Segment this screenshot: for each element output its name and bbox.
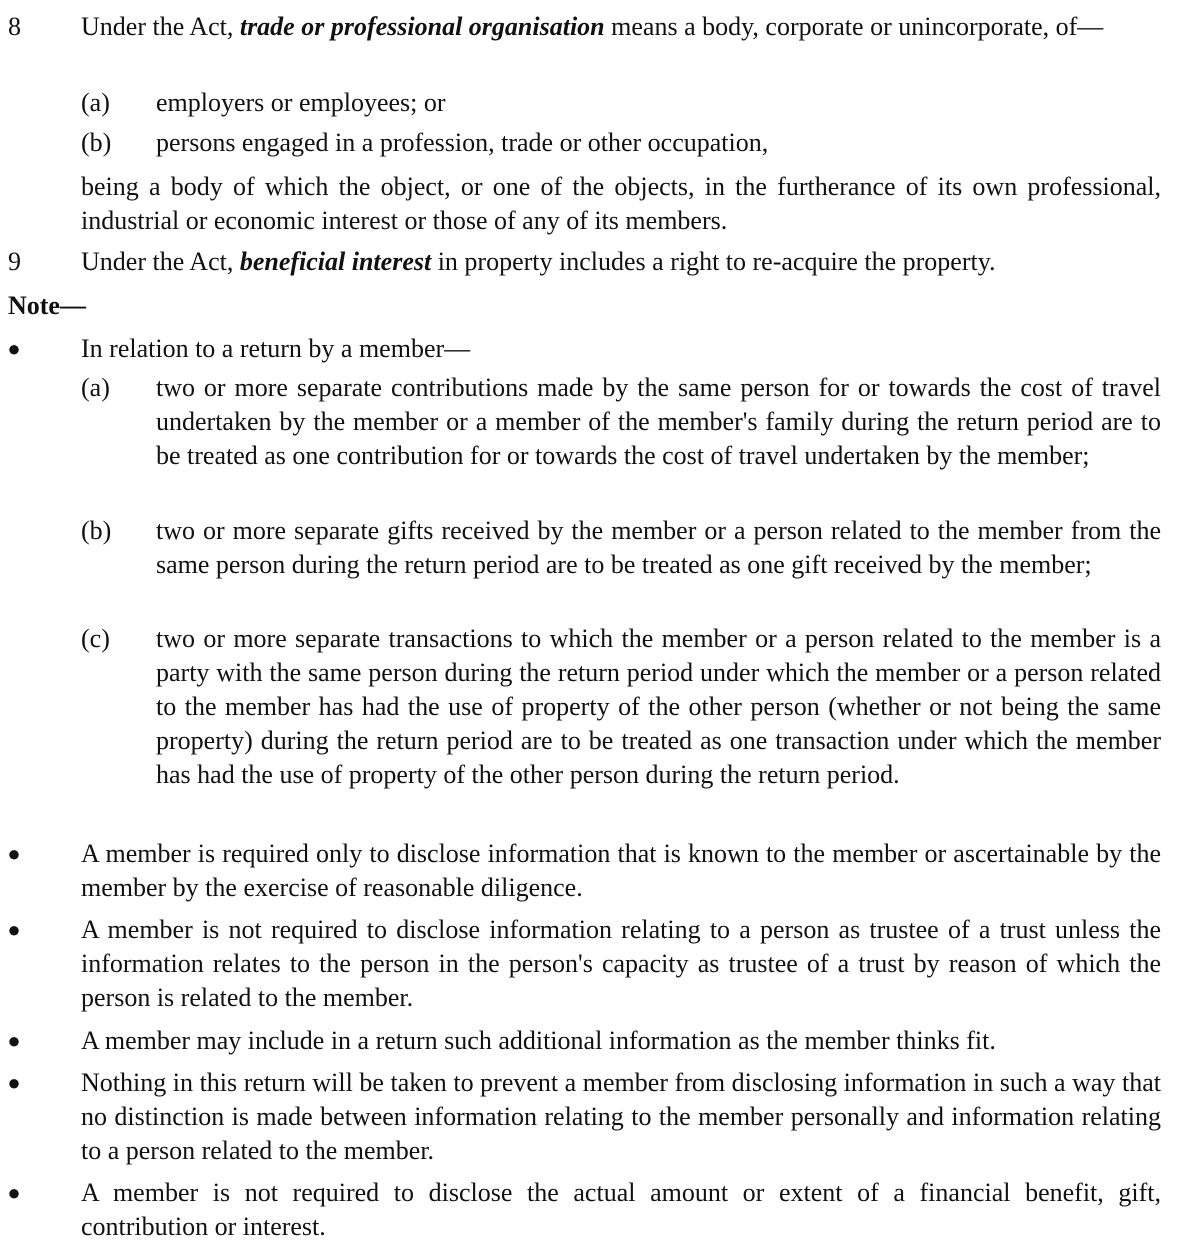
item-text: two or more separate contributions made by the same person for or towards the cost of travel undertaken by the member or a member of the member's family during the return period are to be treated as one contribution for or towards the cost of travel undertaken by the member; — [156, 373, 1161, 470]
bullet-text: A member is required only to disclose information that is known to the member or ascertainable by the member by the exercise of reasonable diligence. — [81, 839, 1161, 902]
definition-lead: Under the Act, — [81, 247, 240, 276]
bullet-icon: ● — [7, 917, 21, 942]
definition-lead: Under the Act, — [81, 12, 240, 41]
section-number: 8 — [8, 12, 21, 41]
section-number: 9 — [8, 247, 21, 276]
item-text: employers or employees; or — [156, 88, 446, 117]
note-heading: Note— — [8, 291, 86, 320]
bullet-icon: ● — [7, 841, 21, 866]
item-text: persons engaged in a profession, trade or other occupation, — [156, 128, 769, 157]
item-label: (c) — [81, 624, 110, 653]
item-text: two or more separate transactions to which the member or a person related to the member is a party with the same person during the return period under which the member or a person related to the member has had the use of property of the other person (whether or not being the same property) during the return period are to be treated as one transaction under which the member has had the use of property of the other person during the return period. — [156, 624, 1161, 789]
bullet-text: Nothing in this return will be taken to prevent a member from disclosing information in such a way that no distinction is made between information relating to the member personally and information relating to a person related to the member. — [81, 1068, 1161, 1165]
item-label: (a) — [81, 373, 110, 402]
item-label: (a) — [81, 88, 110, 117]
bullet-icon: ● — [7, 1028, 21, 1053]
definition-tail: means a body, corporate or unincorporate, of— — [604, 12, 1104, 41]
bullet-text: A member may include in a return such additional information as the member thinks fit. — [81, 1026, 996, 1055]
definition-tail: in property includes a right to re-acquire the property. — [431, 247, 996, 276]
section-8-definition — [81, 10, 1161, 44]
bullet-text: In relation to a return by a member— — [81, 334, 471, 363]
item-label: (b) — [81, 128, 112, 157]
trailing-text: being a body of which the object, or one of the objects, in the furtherance of its own professional, industrial or economic interest or those of any of its members. — [81, 172, 1161, 235]
defined-term: trade or professional organisation — [239, 12, 605, 41]
bullet-icon: ● — [7, 1070, 21, 1095]
section-9-definition — [81, 245, 1161, 279]
item-label: (b) — [81, 516, 112, 545]
bullet-icon: ● — [7, 1180, 21, 1205]
bullet-icon: ● — [7, 336, 21, 361]
item-text: two or more separate gifts received by the member or a person related to the member from the same person during the return period are to be treated as one gift received by the member; — [156, 516, 1161, 579]
bullet-text: A member is not required to disclose the actual amount or extent of a financial benefit, gift, contribution or interest. — [81, 1178, 1161, 1241]
defined-term: beneficial interest — [239, 247, 432, 276]
bullet-text: A member is not required to disclose information relating to a person as trustee of a trust unless the information relates to the person in the person's capacity as trustee of a trust by reason of which the person is related to the member. — [81, 915, 1161, 1012]
